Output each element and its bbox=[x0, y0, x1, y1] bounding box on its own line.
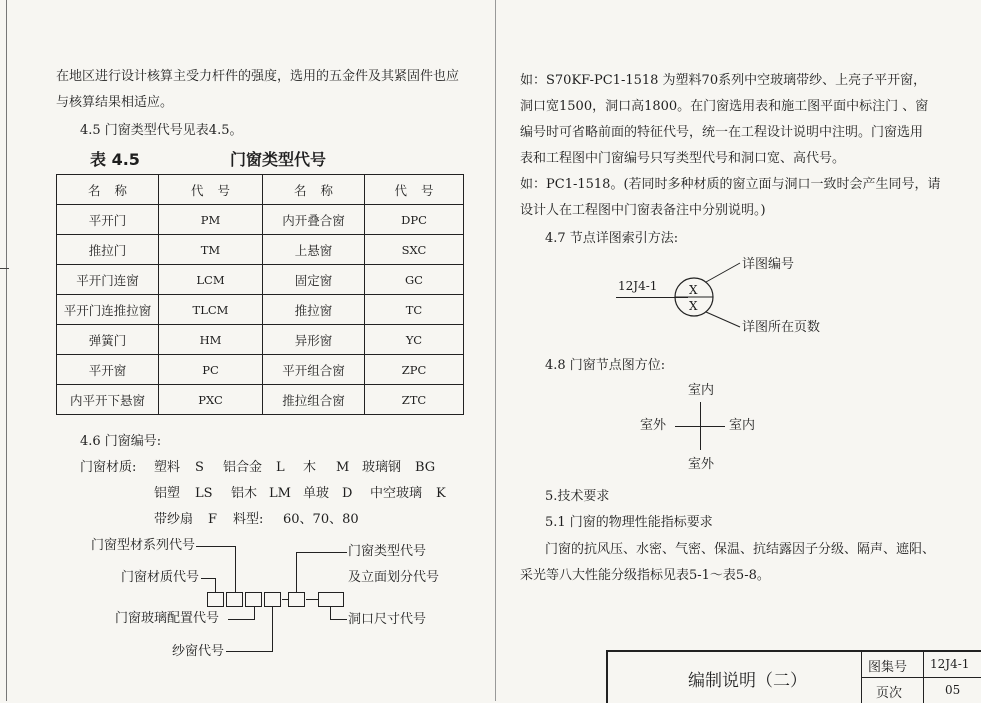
leader-glass-h bbox=[228, 619, 255, 620]
example-line-1: 如：S70KF-PC1-1518 为塑料70系列中空玻璃带纱、上亮子平开窗， bbox=[520, 73, 927, 88]
section-4-6-heading: 4.6 门窗编号: bbox=[80, 434, 162, 449]
leader-type-v bbox=[296, 552, 297, 592]
material-code: L bbox=[276, 460, 285, 475]
example-line-4: 表和工程图中门窗编号只写类型代号和洞口宽、高代号。 bbox=[520, 151, 846, 166]
header-name-2: 名称 bbox=[263, 175, 365, 205]
cell-name: 弹簧门 bbox=[57, 325, 159, 355]
section-4-8-heading: 4.8 门窗节点图方位: bbox=[545, 358, 666, 373]
leader-screen-v bbox=[272, 607, 273, 652]
cell-name: 平开门 bbox=[57, 205, 159, 235]
material-name: 铝塑 bbox=[154, 486, 181, 501]
profile-values: 60、70、80 bbox=[283, 512, 359, 527]
material-label: 门窗材质: bbox=[80, 460, 137, 475]
material-name: 玻璃钢 bbox=[362, 460, 402, 475]
leader-type-h bbox=[296, 552, 347, 553]
document-title: 编制说明（二） bbox=[688, 671, 807, 691]
material-code: S bbox=[195, 460, 204, 475]
label-screen-code: 纱窗代号 bbox=[172, 644, 225, 659]
cell-name: 内开叠合窗 bbox=[263, 205, 365, 235]
cell-name: 平开门连推拉窗 bbox=[57, 295, 159, 325]
orientation-top: 室内 bbox=[688, 383, 715, 398]
section-5-1-heading: 5.1 门窗的物理性能指标要求 bbox=[545, 515, 713, 530]
detail-number-label: 详图编号 bbox=[742, 257, 795, 272]
para-5-1-line-2: 采光等八大性能分级指标见表5-1～表5-8。 bbox=[520, 568, 770, 583]
center-fold-line bbox=[495, 0, 496, 701]
orientation-left: 室外 bbox=[640, 418, 667, 433]
example-line-2: 洞口宽1500，洞口高1800。在门窗选用表和施工图平面中标注门 、窗 bbox=[520, 99, 929, 114]
page-value: 05 bbox=[945, 683, 961, 697]
code-box-series bbox=[207, 592, 224, 607]
example-line-3: 编号时可省略前面的特征代号，统一在工程设计说明中注明。门窗选用 bbox=[520, 125, 924, 140]
atlas-label: 图集号 bbox=[868, 660, 908, 675]
material-code: BG bbox=[415, 460, 436, 475]
leader-series-v bbox=[235, 546, 236, 592]
cell-code: ZTC bbox=[365, 385, 464, 415]
table-row bbox=[57, 265, 464, 295]
cell-name: 异形窗 bbox=[263, 325, 365, 355]
detail-page-label: 详图所在页数 bbox=[742, 320, 821, 335]
cell-code: PXC bbox=[159, 385, 263, 415]
detail-ref-label: 12J4-1 bbox=[618, 279, 658, 293]
left-frame-line bbox=[6, 0, 7, 701]
cell-name: 平开窗 bbox=[57, 355, 159, 385]
cell-code: ZPC bbox=[365, 355, 464, 385]
leader-opening-h bbox=[330, 619, 347, 620]
cell-code: HM bbox=[159, 325, 263, 355]
binding-tick-mark bbox=[0, 268, 9, 269]
intro-line-2: 与核算结果相适应。 bbox=[56, 95, 174, 110]
dash-1 bbox=[282, 599, 288, 600]
table-header-row bbox=[57, 175, 464, 205]
cell-name: 推拉门 bbox=[57, 235, 159, 265]
cell-code: PC bbox=[159, 355, 263, 385]
header-code-1: 代号 bbox=[159, 175, 263, 205]
dash-2 bbox=[306, 599, 318, 600]
material-name: 带纱扇 bbox=[154, 512, 194, 527]
material-name: 铝合金 bbox=[223, 460, 263, 475]
cell-name: 平开门连窗 bbox=[57, 265, 159, 295]
label-glass-code: 门窗玻璃配置代号 bbox=[115, 611, 220, 626]
table-row bbox=[57, 205, 464, 235]
cell-name: 平开组合窗 bbox=[263, 355, 365, 385]
header-code-2: 代号 bbox=[365, 175, 464, 205]
table-row bbox=[57, 295, 464, 325]
atlas-value: 12J4-1 bbox=[930, 657, 970, 671]
example2-line-1: 如：PC1-1518。(若同时多种材质的窗立面与洞口一致时会产生同号，请 bbox=[520, 177, 941, 192]
header-name-1: 名称 bbox=[57, 175, 159, 205]
material-code: K bbox=[436, 486, 446, 501]
material-code: LM bbox=[269, 486, 291, 501]
cell-code: SXC bbox=[365, 235, 464, 265]
detail-x-top: X bbox=[689, 283, 698, 297]
orientation-v-line bbox=[700, 402, 701, 450]
material-code: F bbox=[208, 512, 218, 527]
orientation-right: 室内 bbox=[729, 418, 756, 433]
material-name: 中空玻璃 bbox=[370, 486, 423, 501]
cell-name: 内平开下悬窗 bbox=[57, 385, 159, 415]
cell-code: GC bbox=[365, 265, 464, 295]
cell-code: YC bbox=[365, 325, 464, 355]
material-name: 木 bbox=[303, 460, 317, 475]
cell-code: PM bbox=[159, 205, 263, 235]
code-box-glass bbox=[245, 592, 262, 607]
code-box-screen bbox=[264, 592, 281, 607]
label-series-code: 门窗型材系列代号 bbox=[91, 538, 196, 553]
leader-detail-no bbox=[706, 263, 740, 282]
cell-code: TM bbox=[159, 235, 263, 265]
label-material-code: 门窗材质代号 bbox=[121, 570, 200, 585]
leader-material-h bbox=[201, 578, 215, 579]
label-type-code-1: 门窗类型代号 bbox=[348, 544, 427, 559]
table-number: 表 4.5 bbox=[90, 150, 140, 169]
cell-name: 推拉组合窗 bbox=[263, 385, 365, 415]
table-title: 门窗类型代号 bbox=[230, 150, 327, 169]
section-5-heading: 5.技术要求 bbox=[545, 489, 610, 504]
leader-detail-page bbox=[706, 312, 740, 327]
para-5-1-line-1: 门窗的抗风压、水密、气密、保温、抗结露因子分级、隔声、遮阳、 bbox=[545, 542, 936, 557]
material-code: M bbox=[336, 460, 350, 475]
material-code: LS bbox=[195, 486, 213, 501]
cell-code: TLCM bbox=[159, 295, 263, 325]
code-box-type bbox=[288, 592, 305, 607]
table-row bbox=[57, 325, 464, 355]
leader-material-v bbox=[215, 578, 216, 592]
cell-code: LCM bbox=[159, 265, 263, 295]
material-name: 铝木 bbox=[231, 486, 258, 501]
profile-label: 料型: bbox=[233, 512, 264, 527]
page-label: 页次 bbox=[876, 686, 903, 701]
cell-name: 上悬窗 bbox=[263, 235, 365, 265]
label-opening-code: 洞口尺寸代号 bbox=[348, 612, 427, 627]
table-row bbox=[57, 385, 464, 415]
example2-line-2: 设计人在工程图中门窗表备注中分别说明。) bbox=[520, 203, 766, 218]
detail-x-bottom: X bbox=[689, 299, 698, 313]
label-type-code-2: 及立面划分代号 bbox=[348, 570, 440, 585]
code-box-opening bbox=[318, 592, 344, 607]
leader-screen-h bbox=[226, 651, 273, 652]
cell-code: TC bbox=[365, 295, 464, 325]
table-row bbox=[57, 355, 464, 385]
section-4-7-heading: 4.7 节点详图索引方法: bbox=[545, 231, 679, 246]
leader-series-h bbox=[196, 546, 235, 547]
cell-name: 推拉窗 bbox=[263, 295, 365, 325]
intro-line-1: 在地区进行设计核算主受力杆件的强度，选用的五金件及其紧固件也应 bbox=[56, 69, 460, 84]
material-name: 塑料 bbox=[154, 460, 181, 475]
table-row bbox=[57, 235, 464, 265]
orientation-bottom: 室外 bbox=[688, 457, 715, 472]
section-4-5-heading: 4.5 门窗类型代号见表4.5。 bbox=[80, 123, 243, 138]
title-divider-h bbox=[861, 677, 981, 678]
material-code: D bbox=[342, 486, 353, 501]
door-window-type-code-table bbox=[56, 174, 464, 415]
code-box-material bbox=[226, 592, 243, 607]
material-name: 单玻 bbox=[303, 486, 330, 501]
title-block bbox=[606, 650, 981, 703]
cell-code: DPC bbox=[365, 205, 464, 235]
cell-name: 固定窗 bbox=[263, 265, 365, 295]
